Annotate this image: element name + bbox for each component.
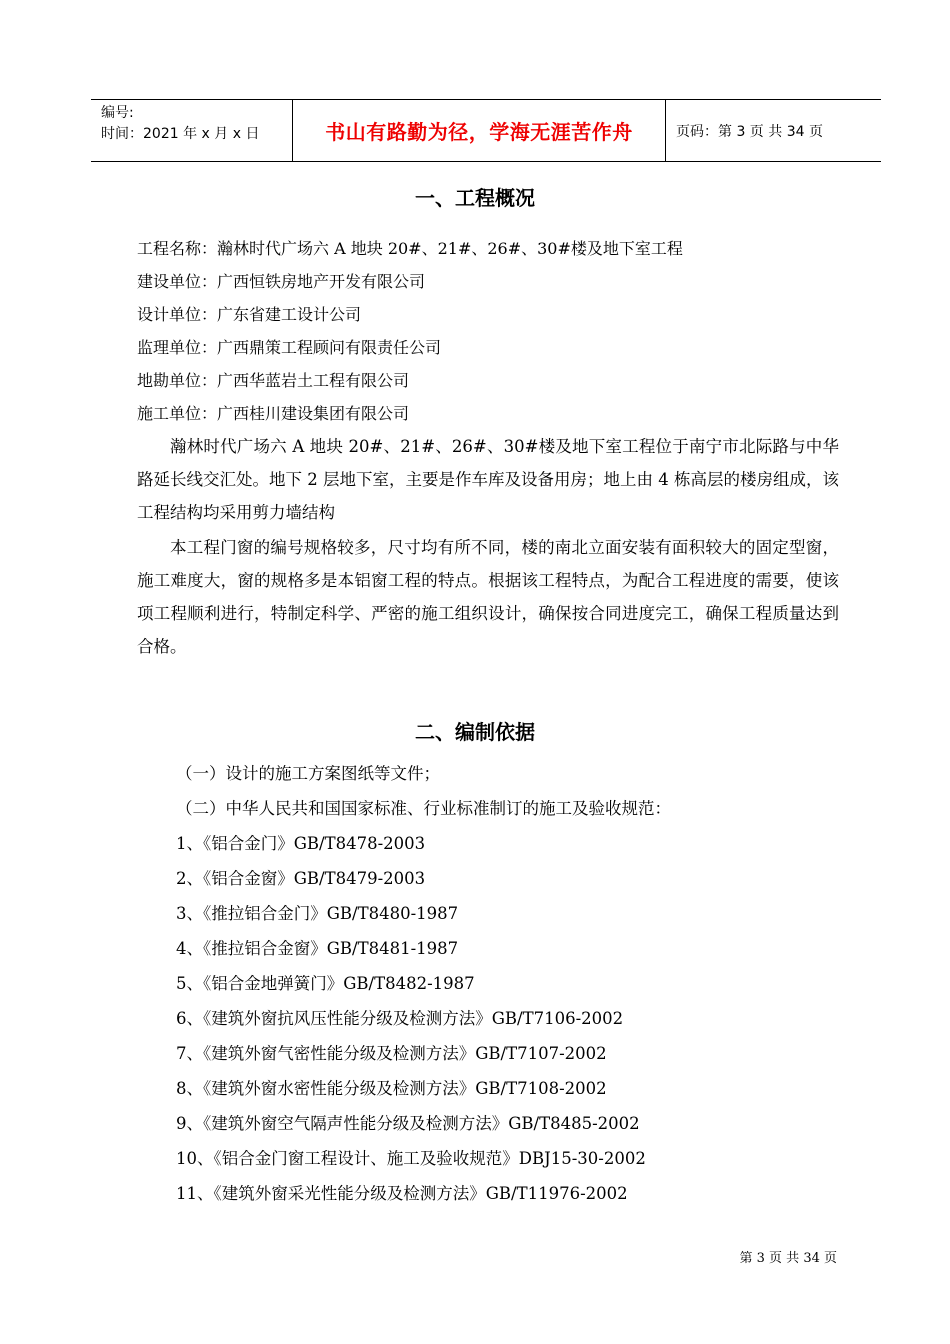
list-item: 2、《铝合金窗》GB/T8479-2003 <box>176 869 426 888</box>
builder-unit: 施工单位：广西桂川建设集团有限公司 <box>137 404 410 423</box>
project-name: 工程名称：瀚林时代广场六 A 地块 20#、21#、26#、30#楼及地下室工程 <box>137 239 683 258</box>
header-motto: 书山有路勤为径，学海无涯苦作舟 <box>293 100 666 161</box>
list-item: （二）中华人民共和国国家标准、行业标准制订的施工及验收规范： <box>176 799 671 818</box>
overview-paragraph-location: 瀚林时代广场六 A 地块 20#、21#、26#、30#楼及地下室工程位于南宁市北际路与中华路延长线交汇处。地下 2 层地下室，主要是作车库及设备用房；地上由 4 栋高层的楼房组成，该工程结构均采用剪力墙结构 <box>137 437 839 522</box>
section-title-basis: 二、编制依据 <box>415 720 535 744</box>
list-item: 1、《铝合金门》GB/T8478-2003 <box>176 834 426 853</box>
list-item: 10、《铝合金门窗工程设计、施工及验收规范》DBJ15-30-2002 <box>176 1149 646 1168</box>
page-footer: 第 3 页 共 34 页 <box>739 1251 837 1266</box>
list-item: 8、《建筑外窗水密性能分级及检测方法》GB/T7108-2002 <box>176 1079 607 1098</box>
list-item: 4、《推拉铝合金窗》GB/T8481-1987 <box>176 939 459 958</box>
document-number-label: 编号: <box>101 105 134 121</box>
header-page-number: 页码：第 3 页 共 34 页 <box>676 123 823 140</box>
overview-paragraph-features: 本工程门窗的编号规格较多，尺寸均有所不同，楼的南北立面安装有面积较大的固定型窗，施工难度大，窗的规格多是本铝窗工程的特点。根据该工程特点，为配合工程进度的需要，使该项工程顺利进行，特制定科学、严密的施工组织设计，确保按合同进度完工，确保工程质量达到合格。 <box>137 538 839 656</box>
basis-list <box>176 756 671 1211</box>
header-meta <box>91 100 293 161</box>
project-info-list <box>137 232 683 430</box>
list-item: 7、《建筑外窗气密性能分级及检测方法》GB/T7107-2002 <box>176 1044 607 1063</box>
section-title-overview: 一、工程概况 <box>415 186 535 210</box>
list-item: 11、《建筑外窗采光性能分级及检测方法》GB/T11976-2002 <box>176 1184 628 1203</box>
document-time: 时间：2021 年 x 月 x 日 <box>101 126 260 142</box>
list-item: 3、《推拉铝合金门》GB/T8480-1987 <box>176 904 459 923</box>
list-item: （一）设计的施工方案图纸等文件； <box>176 764 440 783</box>
construction-unit: 建设单位：广西恒铁房地产开发有限公司 <box>137 272 426 291</box>
design-unit: 设计单位：广东省建工设计公司 <box>137 305 362 324</box>
list-item: 5、《铝合金地弹簧门》GB/T8482-1987 <box>176 974 475 993</box>
supervision-unit: 监理单位：广西鼎策工程顾问有限责任公司 <box>137 338 442 357</box>
list-item: 9、《建筑外窗空气隔声性能分级及检测方法》GB/T8485-2002 <box>176 1114 640 1133</box>
list-item: 6、《建筑外窗抗风压性能分级及检测方法》GB/T7106-2002 <box>176 1009 624 1028</box>
survey-unit: 地勘单位：广西华蓝岩土工程有限公司 <box>137 371 410 390</box>
page-header <box>91 99 881 162</box>
